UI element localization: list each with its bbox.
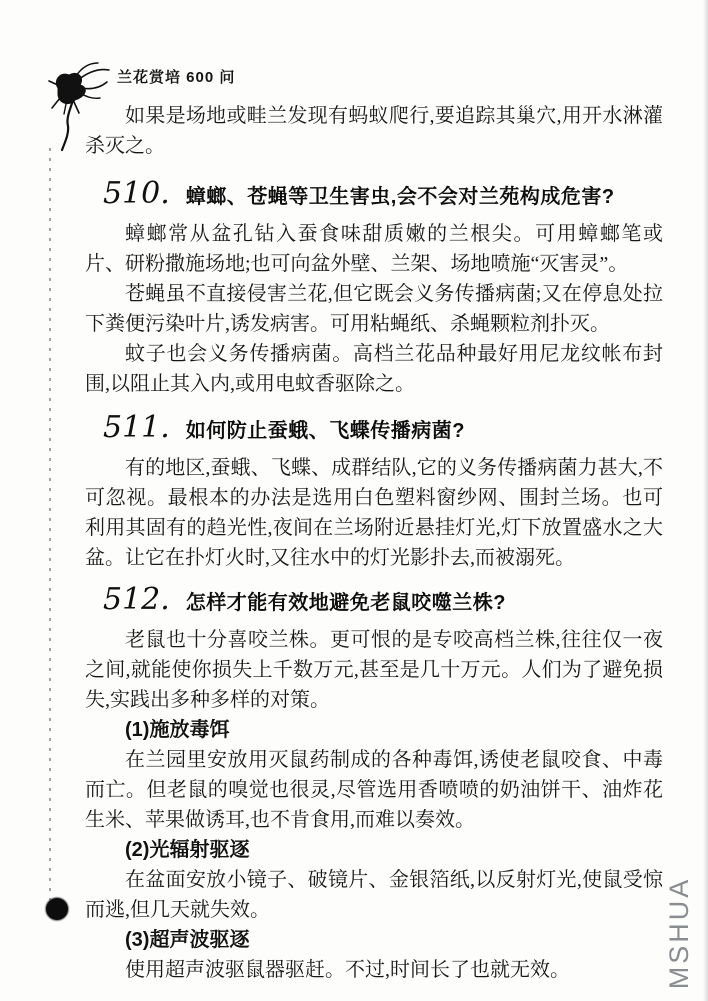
question-title: 蟑螂、苍蝇等卫生害虫,会不会对兰苑构成危害? bbox=[185, 186, 615, 208]
paragraph: 有的地区,蚕蛾、飞蝶、成群结队,它的义务传播病菌力甚大,不可忽视。最根本的办法是选用白色塑料窗纱网、围封兰场。也可利用其固有的趋光性,夜间在兰场附近悬挂灯光,灯下放置盛水之大盆。让它在扑灯火时,又往水中的灯光影扑去,而被溺死。 bbox=[85, 457, 663, 569]
watermark-text: MSHUA bbox=[664, 876, 694, 990]
question-511-heading bbox=[103, 411, 663, 445]
paragraph: 蟑螂常从盆孔钻入蚕食味甜质嫩的兰根尖。可用蟑螂笔或片、研粉撒施场地;也可向盆外壁、兰架、场地喷施“灭害灵”。 bbox=[85, 223, 663, 275]
text-column bbox=[85, 0, 663, 985]
intro-paragraph: 如果是场地或畦兰发现有蚂蚁爬行,要追踪其巢穴,用开水淋灌杀灭之。 bbox=[85, 105, 663, 157]
subheading-2: (2)光辐射驱逐 bbox=[125, 839, 250, 861]
scan-edge-smudge bbox=[703, 0, 708, 1001]
section-511 bbox=[85, 411, 663, 573]
paragraph: 在兰园里安放用灭鼠药制成的各种毒饵,诱使老鼠咬食、中毒而亡。但老鼠的嗅觉也很灵,尽管选用香喷喷的奶油饼干、油炸花生米、苹果做诱耳,也不肯食用,而难以奏效。 bbox=[85, 749, 663, 831]
question-title: 怎样才能有效地避免老鼠咬噬兰株? bbox=[185, 592, 507, 614]
subheading-3: (3)超声波驱逐 bbox=[125, 929, 250, 951]
question-number: 511. bbox=[103, 410, 170, 445]
section-512 bbox=[85, 583, 663, 985]
question-512-heading bbox=[103, 583, 663, 617]
question-510-heading bbox=[103, 177, 663, 211]
left-dotted-rule bbox=[49, 148, 51, 900]
section-510 bbox=[85, 177, 663, 399]
subheading-1: (1)施放毒饵 bbox=[125, 719, 230, 741]
running-head-book-title: 兰花赏培 600 问 bbox=[117, 69, 236, 86]
paragraph: 苍蝇虽不直接侵害兰花,但它既会义务传播病菌;又在停息处拉下粪便污染叶片,诱发病害。可用粘蝇纸、杀蝇颗粒剂扑灭。 bbox=[85, 283, 663, 335]
question-title: 如何防止蚕蛾、飞蝶传播病菌? bbox=[185, 420, 466, 442]
page-marker-dot bbox=[46, 898, 68, 920]
question-number: 510. bbox=[103, 176, 170, 211]
paragraph: 在盆面安放小镜子、破镜片、金银箔纸,以反射灯光,使鼠受惊而逃,但几天就失效。 bbox=[85, 869, 663, 921]
question-number: 512. bbox=[103, 582, 170, 617]
paragraph: 使用超声波驱鼠器驱赶。不过,时间长了也就无效。 bbox=[125, 959, 570, 981]
paragraph: 老鼠也十分喜咬兰株。更可恨的是专咬高档兰株,往往仅一夜之间,就能使你损失上千数万元,甚至是几十万元。人们为了避免损失,实践出多种多样的对策。 bbox=[85, 629, 663, 711]
paragraph: 蚊子也会义务传播病菌。高档兰花品种最好用尼龙纹帐布封围,以阻止其入内,或用电蚊香驱除之。 bbox=[85, 343, 663, 395]
